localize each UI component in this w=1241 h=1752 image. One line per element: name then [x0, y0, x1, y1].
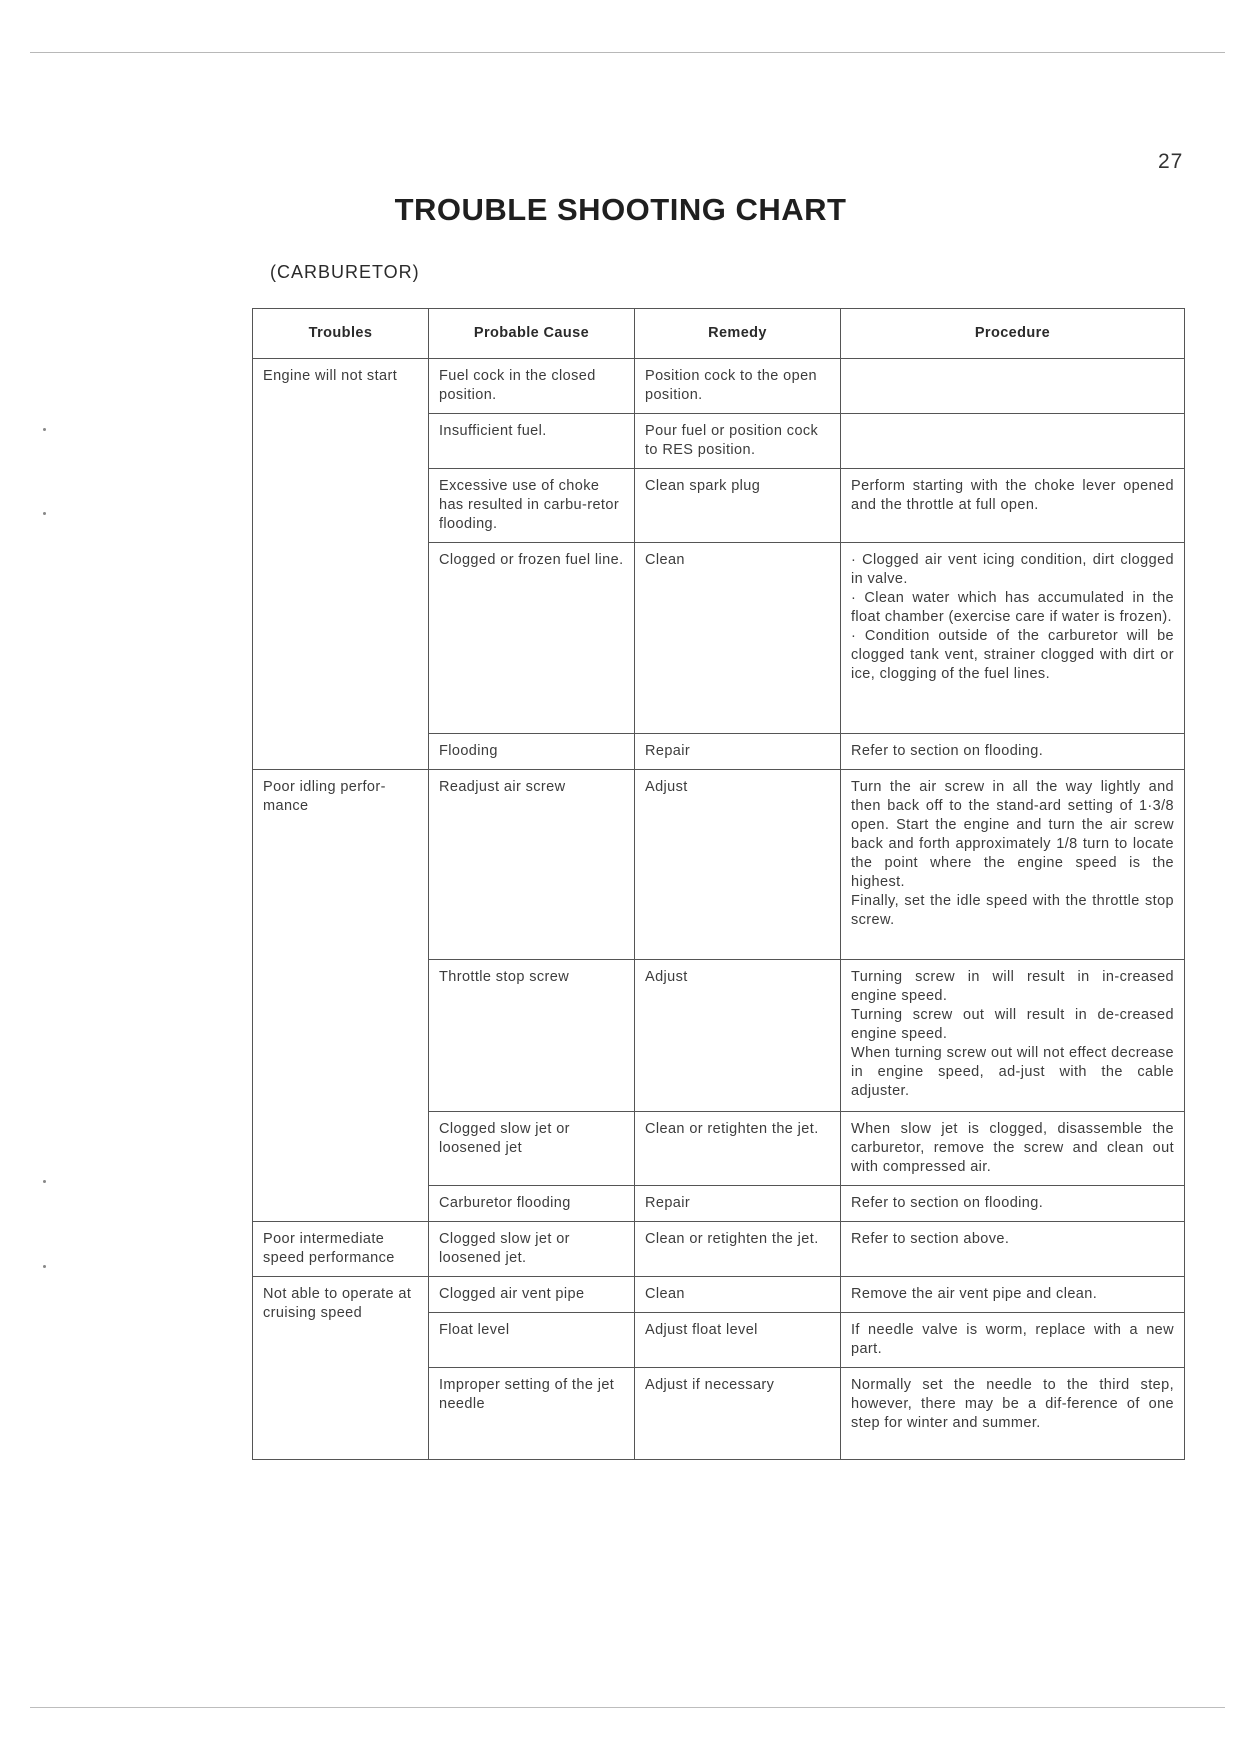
- table-header-row: [253, 309, 1185, 359]
- cause-cell: Fuel cock in the closed position.: [429, 359, 635, 414]
- top-rule: [30, 52, 1225, 53]
- remedy-cell: Adjust float level: [635, 1313, 841, 1368]
- table-row: [253, 359, 1185, 414]
- remedy-cell: Clean: [635, 1277, 841, 1313]
- procedure-cell: Turn the air screw in all the way lightly and then back off to the stand-ard setting of 1·3/8 open. Start the engine and turn the air screw back and forth approximately 1/8 turn to locate the point where the engine speed is the highest. Finally, set the idle speed with the throttle stop screw.: [841, 770, 1185, 960]
- procedure-cell: Refer to section above.: [841, 1222, 1185, 1277]
- table-row: [253, 1222, 1185, 1277]
- cause-cell: Carburetor flooding: [429, 1186, 635, 1222]
- remedy-cell: Clean or retighten the jet.: [635, 1222, 841, 1277]
- bottom-rule: [30, 1707, 1225, 1708]
- procedure-cell: Remove the air vent pipe and clean.: [841, 1277, 1185, 1313]
- header-troubles: Troubles: [253, 309, 429, 359]
- cause-cell: Insufficient fuel.: [429, 414, 635, 469]
- cause-cell: Clogged air vent pipe: [429, 1277, 635, 1313]
- trouble-shooting-table: [252, 308, 1185, 1460]
- cause-cell: Readjust air screw: [429, 770, 635, 960]
- header-probable-cause: Probable Cause: [429, 309, 635, 359]
- cause-cell: Clogged slow jet or loosened jet.: [429, 1222, 635, 1277]
- procedure-cell: Turning screw in will result in in-creased engine speed. Turning screw out will result in de-creased engine speed. When turning screw out will not effect decrease in engine speed, ad-just with the cable adjuster.: [841, 960, 1185, 1112]
- cause-cell: Float level: [429, 1313, 635, 1368]
- procedure-cell: Refer to section on flooding.: [841, 1186, 1185, 1222]
- remedy-cell: Adjust: [635, 770, 841, 960]
- trouble-cell: Poor intermediate speed performance: [253, 1222, 429, 1277]
- procedure-cell: Normally set the needle to the third step, however, there may be a dif-ference of one step for winter and summer.: [841, 1368, 1185, 1460]
- remedy-cell: Adjust: [635, 960, 841, 1112]
- procedure-cell: When slow jet is clogged, disassemble the carburetor, remove the screw and clean out with compressed air.: [841, 1112, 1185, 1186]
- scan-mark: [43, 512, 46, 515]
- remedy-cell: Pour fuel or position cock to RES position.: [635, 414, 841, 469]
- scan-mark: [43, 1265, 46, 1268]
- remedy-cell: Clean spark plug: [635, 469, 841, 543]
- procedure-cell: [841, 414, 1185, 469]
- scan-mark: [43, 428, 46, 431]
- page-number: 27: [1158, 150, 1184, 173]
- procedure-cell: [841, 359, 1185, 414]
- scan-mark: [43, 1180, 46, 1183]
- remedy-cell: Adjust if necessary: [635, 1368, 841, 1460]
- cause-cell: Flooding: [429, 734, 635, 770]
- procedure-cell: If needle valve is worm, replace with a new part.: [841, 1313, 1185, 1368]
- remedy-cell: Clean: [635, 543, 841, 734]
- cause-cell: Improper setting of the jet needle: [429, 1368, 635, 1460]
- remedy-cell: Repair: [635, 1186, 841, 1222]
- trouble-cell: Poor idling perfor-mance: [253, 770, 429, 1222]
- header-procedure: Procedure: [841, 309, 1185, 359]
- header-remedy: Remedy: [635, 309, 841, 359]
- page-title: TROUBLE SHOOTING CHART: [394, 192, 847, 227]
- cause-cell: Excessive use of choke has resulted in carbu-retor flooding.: [429, 469, 635, 543]
- trouble-cell: Not able to operate at cruising speed: [253, 1277, 429, 1460]
- cause-cell: Clogged or frozen fuel line.: [429, 543, 635, 734]
- remedy-cell: Repair: [635, 734, 841, 770]
- remedy-cell: Position cock to the open position.: [635, 359, 841, 414]
- remedy-cell: Clean or retighten the jet.: [635, 1112, 841, 1186]
- procedure-cell: · Clogged air vent icing condition, dirt clogged in valve. · Clean water which has accumulated in the float chamber (exercise care if water is frozen). · Condition outside of the carburetor will be clogged tank vent, strainer clogged with dirt or ice, clogging of the fuel lines.: [841, 543, 1185, 734]
- cause-cell: Throttle stop screw: [429, 960, 635, 1112]
- table-row: [253, 770, 1185, 960]
- table-row: [253, 1277, 1185, 1313]
- procedure-cell: Refer to section on flooding.: [841, 734, 1185, 770]
- trouble-cell: Engine will not start: [253, 359, 429, 770]
- procedure-cell: Perform starting with the choke lever opened and the throttle at full open.: [841, 469, 1185, 543]
- section-label: (CARBURETOR): [270, 262, 420, 282]
- cause-cell: Clogged slow jet or loosened jet: [429, 1112, 635, 1186]
